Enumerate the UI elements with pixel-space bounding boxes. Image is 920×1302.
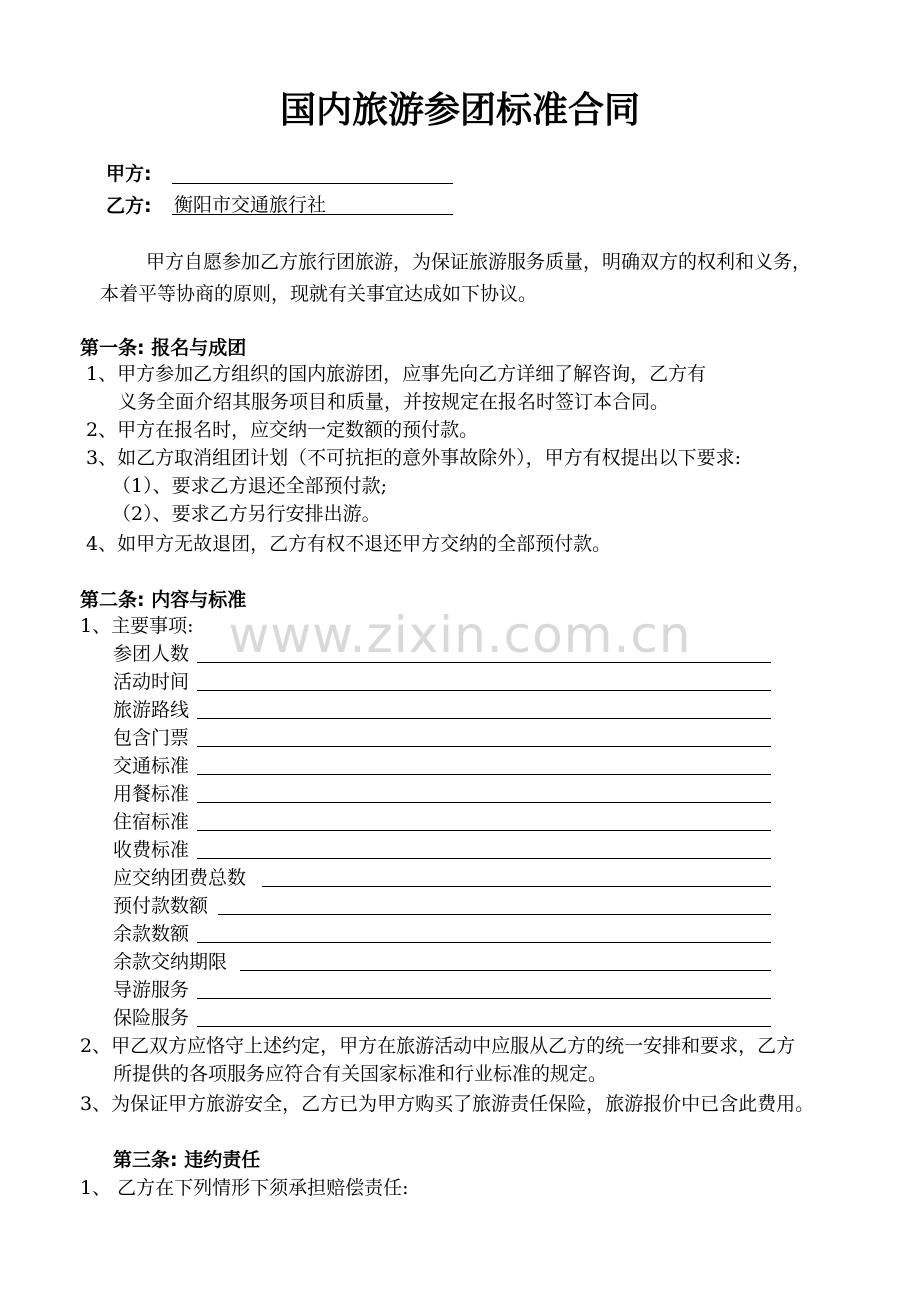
party-a-label: 甲方: (106, 163, 152, 185)
article-2-line: 3、为保证甲方旅游安全，乙方已为甲方购买了旅游责任保险，旅游报价中已含此费用。 (80, 1093, 815, 1115)
article-1-line: 2、甲方在报名时，应交纳一定数额的预付款。 (86, 419, 479, 441)
field-line[interactable] (197, 942, 771, 943)
article-2-line: 所提供的各项服务应符合有关国家标准和行业标准的规定。 (113, 1063, 608, 1085)
field-label: 用餐标准 (113, 783, 190, 805)
article-1-line: （1）、要求乙方退还全部预付款; (112, 475, 387, 497)
field-line[interactable] (197, 746, 771, 747)
field-label: 旅游路线 (113, 699, 190, 721)
party-b-value: 衡阳市交通旅行社 (174, 194, 327, 216)
article-3-line: 1、 乙方在下列情形下须承担赔偿责任: (80, 1177, 409, 1199)
field-label: 余款数额 (113, 923, 190, 945)
party-a-field[interactable] (172, 183, 453, 184)
field-line[interactable] (197, 998, 771, 999)
field-line[interactable] (197, 1026, 771, 1027)
field-label: 收费标准 (113, 839, 190, 861)
field-label: 预付款数额 (113, 895, 209, 917)
field-label: 住宿标准 (113, 811, 190, 833)
party-b-underline (172, 214, 453, 215)
party-b-label: 乙方: (106, 195, 152, 217)
preamble-line-1: 甲方自愿参加乙方旅行团旅游，为保证旅游服务质量，明确双方的权利和义务， (146, 251, 812, 273)
field-label: 保险服务 (113, 1007, 190, 1029)
field-line[interactable] (197, 774, 771, 775)
field-line[interactable] (197, 690, 771, 691)
field-line[interactable] (197, 718, 771, 719)
field-line[interactable] (197, 858, 771, 859)
article-1-line: 义务全面介绍其服务项目和质量，并按规定在报名时签订本合同。 (118, 391, 670, 413)
article-1-line: 4、如甲方无故退团，乙方有权不退还甲方交纳的全部预付款。 (86, 533, 612, 555)
field-label: 导游服务 (113, 979, 190, 1001)
field-label: 参团人数 (113, 643, 190, 665)
field-label: 包含门票 (113, 727, 190, 749)
article-2-line: 2、甲乙双方应恪守上述约定，甲方在旅游活动中应服从乙方的统一安排和要求，乙方 (80, 1035, 796, 1057)
field-line[interactable] (197, 662, 771, 663)
article-3-heading: 第三条: 违约责任 (113, 1149, 261, 1171)
field-line[interactable] (197, 802, 771, 803)
field-label: 应交纳团费总数 (113, 867, 247, 889)
field-line[interactable] (262, 886, 771, 887)
article-1-heading: 第一条: 报名与成团 (80, 337, 247, 359)
field-line[interactable] (197, 830, 771, 831)
field-line[interactable] (240, 970, 771, 971)
field-label: 活动时间 (113, 671, 190, 693)
preamble-line-2: 本着平等协商的原则，现就有关事宜达成如下协议。 (100, 283, 538, 305)
field-label: 余款交纳期限 (113, 951, 228, 973)
article-1-line: 1、甲方参加乙方组织的国内旅游团，应事先向乙方详细了解咨询，乙方有 (86, 363, 707, 385)
article-1-line: （2）、要求乙方另行安排出游。 (112, 503, 381, 525)
field-label: 交通标准 (113, 755, 190, 777)
article-2-heading: 第二条: 内容与标准 (80, 589, 247, 611)
page-title: 国内旅游参团标准合同 (279, 90, 640, 131)
watermark: www.zixin.com.cn (228, 606, 692, 664)
article-1-line: 3、如乙方取消组团计划（不可抗拒的意外事故除外），甲方有权提出以下要求: (86, 447, 741, 469)
article-2-item-1: 1、主要事项: (80, 615, 194, 637)
field-line[interactable] (218, 914, 771, 915)
